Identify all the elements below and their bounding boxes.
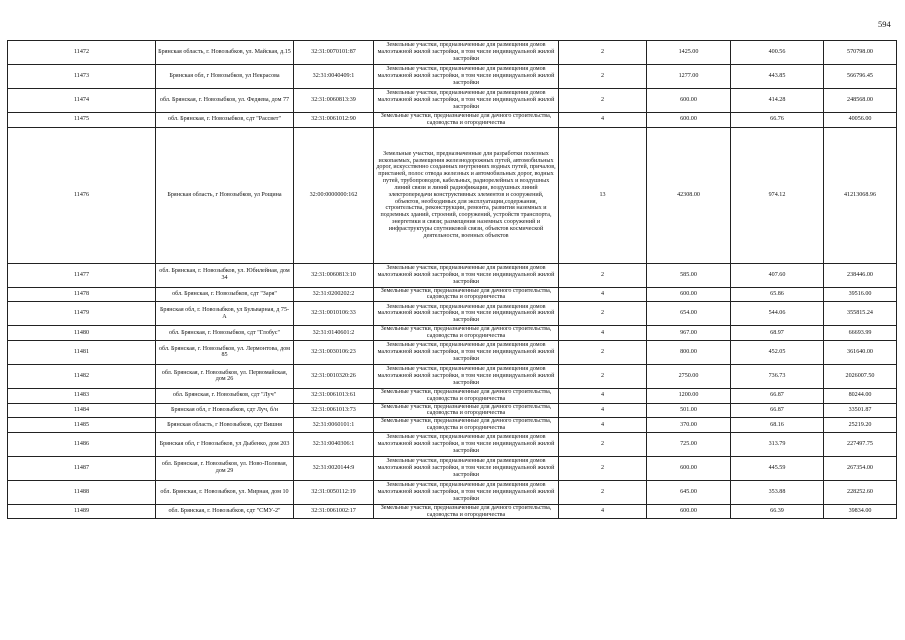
table-row bbox=[8, 41, 897, 65]
land-use-cell: Земельные участки, предназначенные для дачного строительства, садоводства и огородничества bbox=[374, 403, 559, 418]
cadastral-number-cell: 32:31:0060101:1 bbox=[294, 418, 374, 433]
area-cell: 370.00 bbox=[647, 418, 731, 433]
table-row bbox=[8, 388, 897, 403]
land-use-cell: Земельные участки, предназначенные для дачного строительства, садоводства и огородничества bbox=[374, 287, 559, 302]
cadastral-value-cell: 39834.00 bbox=[824, 504, 897, 519]
cadastral-value-table bbox=[7, 40, 897, 519]
area-cell: 42308.00 bbox=[647, 127, 731, 263]
cadastral-number-cell: 32:31:0010106:33 bbox=[294, 302, 374, 326]
row-number: 11482 bbox=[8, 364, 156, 388]
row-number: 11488 bbox=[8, 480, 156, 504]
address-cell: обл. Брянская, г. Новозыбков, ул. Ново-Полевая, дом 29 bbox=[156, 456, 294, 480]
cadastral-number-cell: 32:31:0070101:87 bbox=[294, 41, 374, 65]
table-row bbox=[8, 504, 897, 519]
area-cell: 600.00 bbox=[647, 456, 731, 480]
area-cell: 600.00 bbox=[647, 113, 731, 128]
area-cell: 2750.00 bbox=[647, 364, 731, 388]
category-cell: 4 bbox=[559, 113, 647, 128]
address-cell: обл. Брянская, г. Новозыбков, сдт "Луч" bbox=[156, 388, 294, 403]
cadastral-value-cell: 66693.99 bbox=[824, 326, 897, 341]
category-cell: 4 bbox=[559, 418, 647, 433]
specific-value-cell: 452.05 bbox=[731, 340, 824, 364]
category-cell: 4 bbox=[559, 504, 647, 519]
land-use-cell: Земельные участки, предназначенные для размещения домов малоэтажной жилой застройки, в том числе индивидуальной жилой застройки bbox=[374, 302, 559, 326]
area-cell: 1200.00 bbox=[647, 388, 731, 403]
cadastral-number-cell: 32:00:0000000:162 bbox=[294, 127, 374, 263]
row-number: 11481 bbox=[8, 340, 156, 364]
cadastral-number-cell: 32:31:0061013:61 bbox=[294, 388, 374, 403]
cadastral-value-cell: 566796.45 bbox=[824, 65, 897, 89]
row-number: 11476 bbox=[8, 127, 156, 263]
category-cell: 2 bbox=[559, 41, 647, 65]
address-cell: обл. Брянская, г. Новозыбков, сдт "СМУ-2" bbox=[156, 504, 294, 519]
area-cell: 1425.00 bbox=[647, 41, 731, 65]
table-row bbox=[8, 456, 897, 480]
address-cell: Брянская обл, г Новозыбков, ул Некрасова bbox=[156, 65, 294, 89]
cadastral-value-cell: 80244.00 bbox=[824, 388, 897, 403]
category-cell: 2 bbox=[559, 65, 647, 89]
table-row bbox=[8, 418, 897, 433]
row-number: 11485 bbox=[8, 418, 156, 433]
cadastral-number-cell: 32:31:0061013:73 bbox=[294, 403, 374, 418]
row-number: 11479 bbox=[8, 302, 156, 326]
table-row bbox=[8, 432, 897, 456]
category-cell: 2 bbox=[559, 364, 647, 388]
table-row bbox=[8, 340, 897, 364]
cadastral-number-cell: 32:31:0010320:26 bbox=[294, 364, 374, 388]
land-use-cell: Земельные участки, предназначенные для разработки полезных ископаемых, размещения железнодорожных путей, автомобильных дорог, искусственно созданных внутренних водных путей, причалов, пристаней, полос отвода железных и автомобильных дорог, водных путей, трубопроводов, кабельных, радиорелейных и воздушных линий связи и линий радиофикации, воздушных линий электропередачи конструктивных элементов и сооружений, объектов, необходимых для эксплуатации,содержания, строительства, реконструкции, ремонта, развития наземных и подземных зданий, строений, сооружений, устройств транспорта, энергетики и связи; размещения наземных сооружений и инфраструктуры спутниковой связи, объектов космической деятельности, военных объектов bbox=[374, 127, 559, 263]
row-number: 11478 bbox=[8, 287, 156, 302]
land-use-cell: Земельные участки, предназначенные для дачного строительства, садоводства и огородничества bbox=[374, 504, 559, 519]
row-number: 11486 bbox=[8, 432, 156, 456]
cadastral-value-cell: 238446.00 bbox=[824, 263, 897, 287]
address-cell: Брянская обл, г Новозыбков, ул Дыбенко, дом 203 bbox=[156, 432, 294, 456]
address-cell: обл. Брянская, г. Новозыбков, ул. Лермонтова, дом 85 bbox=[156, 340, 294, 364]
cadastral-number-cell: 32:31:0060813:10 bbox=[294, 263, 374, 287]
cadastral-value-cell: 2026007.50 bbox=[824, 364, 897, 388]
specific-value-cell: 353.88 bbox=[731, 480, 824, 504]
area-cell: 1277.00 bbox=[647, 65, 731, 89]
address-cell: Брянская обл, г Новозыбков, сдт Луч, б/н bbox=[156, 403, 294, 418]
specific-value-cell: 974.12 bbox=[731, 127, 824, 263]
row-number: 11480 bbox=[8, 326, 156, 341]
category-cell: 13 bbox=[559, 127, 647, 263]
area-cell: 967.00 bbox=[647, 326, 731, 341]
category-cell: 2 bbox=[559, 432, 647, 456]
category-cell: 2 bbox=[559, 480, 647, 504]
cadastral-number-cell: 32:31:0200202:2 bbox=[294, 287, 374, 302]
cadastral-value-cell: 361640.00 bbox=[824, 340, 897, 364]
table-row bbox=[8, 65, 897, 89]
category-cell: 4 bbox=[559, 403, 647, 418]
cadastral-number-cell: 32:31:0060813:39 bbox=[294, 89, 374, 113]
cadastral-value-cell: 355815.24 bbox=[824, 302, 897, 326]
specific-value-cell: 414.28 bbox=[731, 89, 824, 113]
cadastral-number-cell: 32:31:0030106:23 bbox=[294, 340, 374, 364]
cadastral-value-cell: 570798.00 bbox=[824, 41, 897, 65]
row-number: 11489 bbox=[8, 504, 156, 519]
cadastral-number-cell: 32:31:0040409:1 bbox=[294, 65, 374, 89]
land-use-cell: Земельные участки, предназначенные для размещения домов малоэтажной жилой застройки, в том числе индивидуальной жилой застройки bbox=[374, 65, 559, 89]
area-cell: 501.00 bbox=[647, 403, 731, 418]
specific-value-cell: 400.56 bbox=[731, 41, 824, 65]
cadastral-value-cell: 228252.60 bbox=[824, 480, 897, 504]
specific-value-cell: 66.39 bbox=[731, 504, 824, 519]
row-number: 11477 bbox=[8, 263, 156, 287]
row-number: 11472 bbox=[8, 41, 156, 65]
category-cell: 4 bbox=[559, 287, 647, 302]
address-cell: Брянская обл, г. Новозыбков, ул Бульварная, д 75-А bbox=[156, 302, 294, 326]
cadastral-value-cell: 33501.87 bbox=[824, 403, 897, 418]
land-use-cell: Земельные участки, предназначенные для размещения домов малоэтажной жилой застройки, в том числе индивидуальной жилой застройки bbox=[374, 364, 559, 388]
cadastral-value-cell: 227497.75 bbox=[824, 432, 897, 456]
land-use-cell: Земельные участки, предназначенные для размещения домов малоэтажной жилой застройки, в том числе индивидуальной жилой застройки bbox=[374, 480, 559, 504]
specific-value-cell: 313.79 bbox=[731, 432, 824, 456]
table-row bbox=[8, 403, 897, 418]
category-cell: 2 bbox=[559, 263, 647, 287]
land-use-cell: Земельные участки, предназначенные для дачного строительства, садоводства и огородничества bbox=[374, 388, 559, 403]
specific-value-cell: 68.16 bbox=[731, 418, 824, 433]
page-number: 594 bbox=[878, 19, 891, 29]
row-number: 11484 bbox=[8, 403, 156, 418]
cadastral-number-cell: 32:31:0061012:90 bbox=[294, 113, 374, 128]
specific-value-cell: 66.87 bbox=[731, 403, 824, 418]
specific-value-cell: 68.97 bbox=[731, 326, 824, 341]
cadastral-value-cell: 25219.20 bbox=[824, 418, 897, 433]
land-use-cell: Земельные участки, предназначенные для размещения домов малоэтажной жилой застройки, в том числе индивидуальной жилой застройки bbox=[374, 263, 559, 287]
area-cell: 654.00 bbox=[647, 302, 731, 326]
cadastral-number-cell: 32:31:0040306:1 bbox=[294, 432, 374, 456]
cadastral-value-cell: 39516.00 bbox=[824, 287, 897, 302]
specific-value-cell: 407.60 bbox=[731, 263, 824, 287]
table-row bbox=[8, 263, 897, 287]
land-use-cell: Земельные участки, предназначенные для размещения домов малоэтажной жилой застройки, в том числе индивидуальной жилой застройки bbox=[374, 432, 559, 456]
area-cell: 585.00 bbox=[647, 263, 731, 287]
row-number: 11474 bbox=[8, 89, 156, 113]
address-cell: обл. Брянская, г. Новозыбков, сдт "Рассвет" bbox=[156, 113, 294, 128]
cadastral-number-cell: 32:31:0050112:19 bbox=[294, 480, 374, 504]
address-cell: обл. Брянская, г. Новозыбков, ул. Первомайская, дом 26 bbox=[156, 364, 294, 388]
address-cell: Брянская область, г Новозыбков, сдт Вишня bbox=[156, 418, 294, 433]
specific-value-cell: 445.59 bbox=[731, 456, 824, 480]
table-row bbox=[8, 287, 897, 302]
table-row bbox=[8, 480, 897, 504]
land-use-cell: Земельные участки, предназначенные для дачного строительства, садоводства и огородничества bbox=[374, 113, 559, 128]
row-number: 11487 bbox=[8, 456, 156, 480]
land-use-cell: Земельные участки, предназначенные для дачного строительства, садоводства и огородничества bbox=[374, 418, 559, 433]
address-cell: обл. Брянская, г. Новозыбков, ул. Юбилейная, дом 34 bbox=[156, 263, 294, 287]
area-cell: 725.00 bbox=[647, 432, 731, 456]
land-use-cell: Земельные участки, предназначенные для дачного строительства, садоводства и огородничества bbox=[374, 326, 559, 341]
address-cell: обл. Брянская, г. Новозыбков, сдт "Глобус" bbox=[156, 326, 294, 341]
specific-value-cell: 736.73 bbox=[731, 364, 824, 388]
cadastral-value-cell: 40056.00 bbox=[824, 113, 897, 128]
table-row bbox=[8, 113, 897, 128]
category-cell: 4 bbox=[559, 388, 647, 403]
specific-value-cell: 544.06 bbox=[731, 302, 824, 326]
category-cell: 2 bbox=[559, 302, 647, 326]
address-cell: обл. Брянская, г. Новозыбков, ул. Федяева, дом 77 bbox=[156, 89, 294, 113]
land-use-cell: Земельные участки, предназначенные для размещения домов малоэтажной жилой застройки, в том числе индивидуальной жилой застройки bbox=[374, 340, 559, 364]
area-cell: 600.00 bbox=[647, 287, 731, 302]
address-cell: Брянская область, г Новозыбков, ул Рощина bbox=[156, 127, 294, 263]
row-number: 11483 bbox=[8, 388, 156, 403]
specific-value-cell: 66.76 bbox=[731, 113, 824, 128]
cadastral-number-cell: 32:31:0020144:9 bbox=[294, 456, 374, 480]
cadastral-number-cell: 32:31:0140601:2 bbox=[294, 326, 374, 341]
category-cell: 2 bbox=[559, 456, 647, 480]
category-cell: 4 bbox=[559, 326, 647, 341]
table-row bbox=[8, 89, 897, 113]
table-row bbox=[8, 127, 897, 263]
address-cell: Брянская область, г. Новозыбков, ул. Майская, д.15 bbox=[156, 41, 294, 65]
row-number: 11473 bbox=[8, 65, 156, 89]
address-cell: обл. Брянская, г. Новозыбков, ул. Мирная, дом 10 bbox=[156, 480, 294, 504]
row-number: 11475 bbox=[8, 113, 156, 128]
land-use-cell: Земельные участки, предназначенные для размещения домов малоэтажной жилой застройки, в том числе индивидуальной жилой застройки bbox=[374, 89, 559, 113]
table-row bbox=[8, 364, 897, 388]
area-cell: 600.00 bbox=[647, 504, 731, 519]
table-row bbox=[8, 326, 897, 341]
cadastral-value-cell: 267354.00 bbox=[824, 456, 897, 480]
cadastral-value-cell: 41213068.96 bbox=[824, 127, 897, 263]
cadastral-number-cell: 32:31:0061002:17 bbox=[294, 504, 374, 519]
specific-value-cell: 66.87 bbox=[731, 388, 824, 403]
specific-value-cell: 443.85 bbox=[731, 65, 824, 89]
area-cell: 800.00 bbox=[647, 340, 731, 364]
area-cell: 645.00 bbox=[647, 480, 731, 504]
category-cell: 2 bbox=[559, 89, 647, 113]
land-use-cell: Земельные участки, предназначенные для размещения домов малоэтажной жилой застройки, в том числе индивидуальной жилой застройки bbox=[374, 41, 559, 65]
specific-value-cell: 65.86 bbox=[731, 287, 824, 302]
category-cell: 2 bbox=[559, 340, 647, 364]
cadastral-value-cell: 248568.00 bbox=[824, 89, 897, 113]
area-cell: 600.00 bbox=[647, 89, 731, 113]
land-use-cell: Земельные участки, предназначенные для размещения домов малоэтажной жилой застройки, в том числе индивидуальной жилой застройки bbox=[374, 456, 559, 480]
table-row bbox=[8, 302, 897, 326]
address-cell: обл. Брянская, г. Новозыбков, сдт "Заря" bbox=[156, 287, 294, 302]
